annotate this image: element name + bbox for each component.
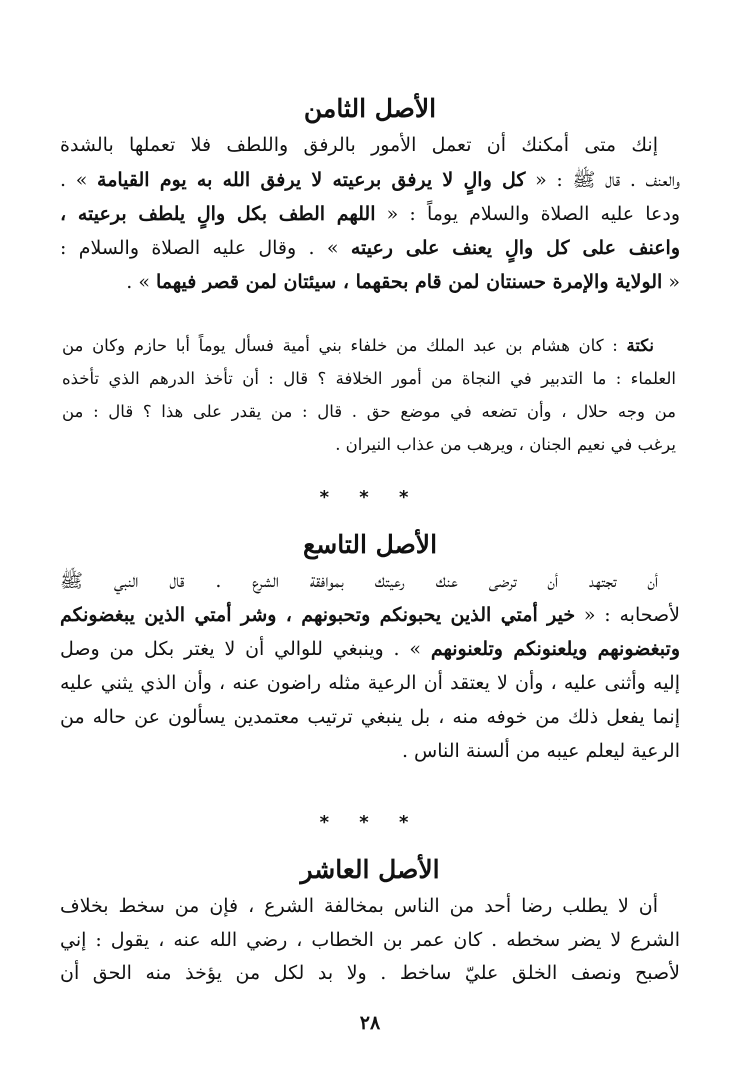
hadith-text: كل والٍ لا يرفق برعيته لا يرفق الله به يوم القيامة <box>97 169 526 191</box>
hadith-text: خير أمتي الذين يحبونكم وتحبونهم ، وشر أمتي الذين يبغضونكم <box>60 604 576 626</box>
text-run: « <box>662 271 680 293</box>
text-run: » . وقال عليه الصلاة والسلام : <box>60 237 351 259</box>
section-9-line-5 <box>60 702 680 732</box>
note-line-1 <box>62 331 676 361</box>
section-10-title: الأصل العاشر <box>300 855 440 884</box>
section-9-title: الأصل التاسع <box>302 530 438 559</box>
text-run: إنما يفعل ذلك من خوفه منه ، بل ينبغي ترتيب معتمدين يسألون عن حاله من <box>60 706 680 728</box>
page-number: ٢٨ <box>359 1012 381 1034</box>
text-run: : كان هشام بن عبد الملك من خلفاء بني أمية فسأل يوماً أبا حازم وكان من <box>62 336 627 355</box>
section-10-line-2: الشرع لا يضر سخطه . كان عمر بن الخطاب ، رضي الله عنه ، يقول : إني <box>60 929 680 951</box>
hadith-text: وتبغضونهم ويلعنونكم وتلعنونهم <box>430 638 680 660</box>
section-9-line-1 <box>60 566 680 596</box>
text-run: من وجه حلال ، وأن تضعه في موضع حق . قال : من يقدر على هذا ؟ قال : من <box>62 402 676 421</box>
section-9-line-2 <box>60 600 680 630</box>
text-run: » . <box>126 271 156 293</box>
text-run: ودعا عليه الصلاة والسلام يوماً : « <box>375 203 680 225</box>
hadith-text: اللهم الطف بكل والٍ يلطف برعيته ، <box>60 203 376 225</box>
text-run: إنك متى أمكنك أن تعمل الأمور بالرفق واللطف فلا تعملها بالشدة <box>60 134 658 156</box>
text-run: والعنف . قال ﷺ : « <box>525 169 680 191</box>
note-line-3 <box>62 397 676 427</box>
section-8-line-4 <box>60 233 680 263</box>
note-label: نكتة <box>626 336 654 355</box>
section-8-line-1 <box>60 130 680 160</box>
section-10-line-1: أن لا يطلب رضا أحد من الناس بمخالفة الشرع ، فإن من سخط بخلاف <box>60 895 658 917</box>
text-run: » . <box>60 169 98 191</box>
text-run: » . وينبغي للوالي أن لا يغتر بكل من وصل <box>60 638 431 660</box>
text-run: أن تجتهد أن ترضى عنك رعيتك بموافقة الشرع . قال النبي ﷺ <box>60 570 658 592</box>
section-10-line-3: لأصبح ونصف الخلق عليّ ساخط . ولا بد لكل من يؤخذ منه الحق أن <box>60 962 680 984</box>
section-8-line-3 <box>60 199 680 229</box>
section-9-line-6 <box>60 736 680 766</box>
text-run: الرعية ليعلم عيبه من ألسنة الناس . <box>401 740 680 762</box>
note-line-2 <box>62 364 676 394</box>
separator-stars: * * * <box>319 812 421 833</box>
hadith-text: الولاية والإمرة حسنتان لمن قام بحقهما ، سيئتان لمن قصر فيهما <box>155 271 663 293</box>
text-run: لأصحابه : « <box>575 604 680 626</box>
text-run: يرغب في نعيم الجنان ، ويرهب من عذاب النيران . <box>335 435 676 454</box>
text-run: إليه وأثنى عليه ، وأن لا يعتقد أن الرعية مثله راضون عنه ، وأن الذي يثني عليه <box>60 672 680 694</box>
section-9-line-3 <box>60 634 680 664</box>
separator-stars: * * * <box>319 487 421 508</box>
section-9-line-4 <box>60 668 680 698</box>
section-8-title: الأصل الثامن <box>303 94 437 123</box>
note-line-4 <box>62 430 676 460</box>
hadith-text: واعنف على كل والٍ يعنف على رعيته <box>350 237 680 259</box>
text-run: العلماء : ما التدبير في النجاة من أمور الخلافة ؟ قال : أن تأخذ الدرهم الذي تأخذه <box>62 369 676 388</box>
section-8-line-2 <box>60 165 680 195</box>
section-8-line-5 <box>60 267 680 297</box>
